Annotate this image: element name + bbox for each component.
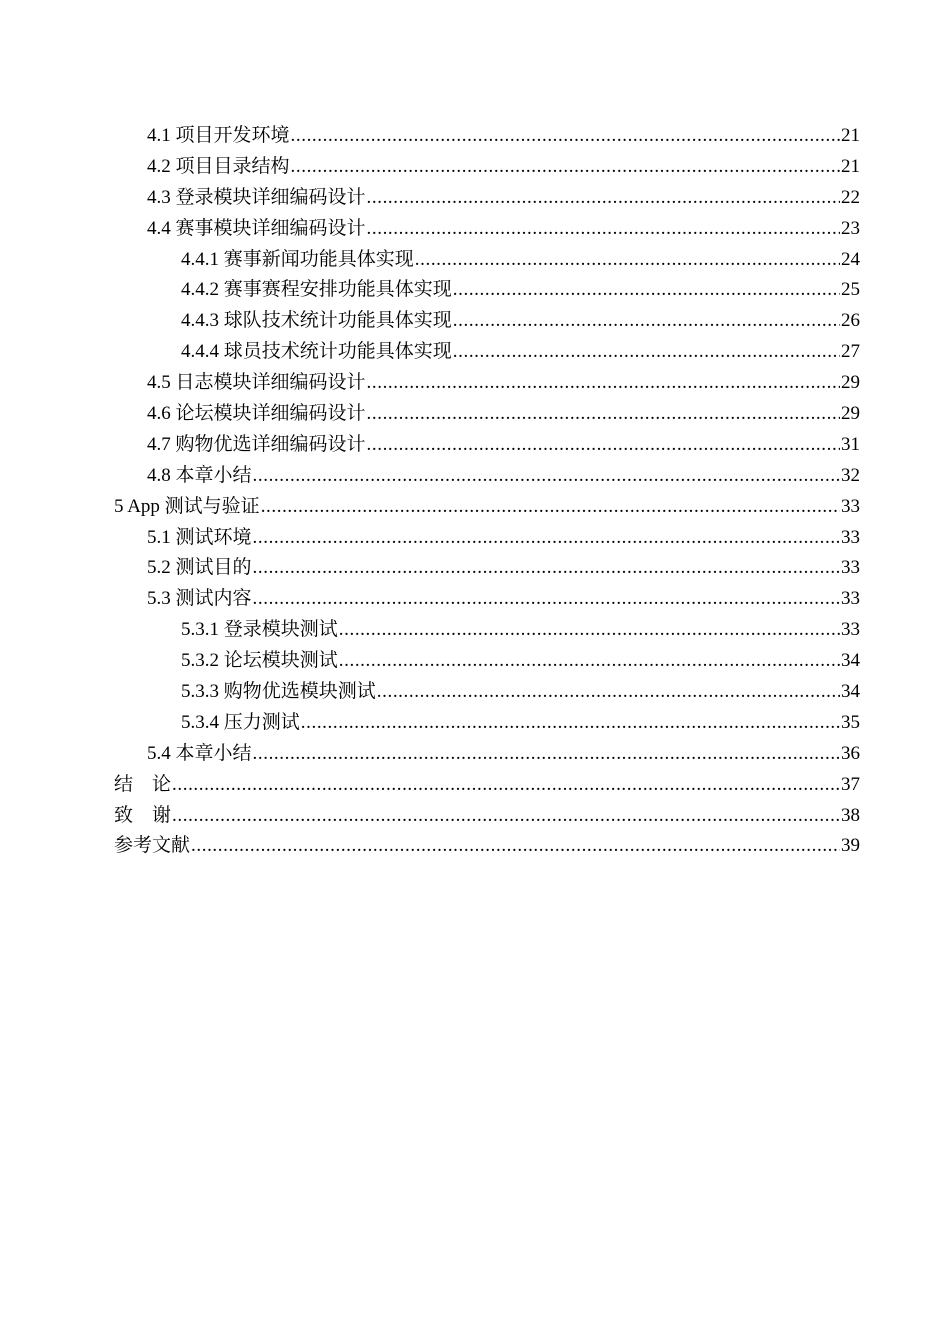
toc-dot-leader [377,677,840,708]
toc-entry[interactable] [114,214,860,245]
toc-entry[interactable] [114,337,860,368]
toc-entry-title: 5 App 测试与验证 [114,495,260,517]
toc-page-number: 34 [841,681,860,703]
toc-entry-title: 4.7 购物优选详细编码设计 [147,433,366,455]
toc-entry[interactable] [114,368,860,399]
toc-page-number: 37 [841,773,860,795]
toc-entry-title: 4.4.4 球员技术统计功能具体实现 [181,341,452,363]
toc-entry[interactable] [114,430,860,461]
toc-page-number: 39 [841,835,860,857]
toc-entry-title: 致 谢 [114,804,172,826]
toc-entry[interactable] [114,831,860,862]
toc-page-number: 33 [841,557,860,579]
toc-page-number: 21 [841,125,860,146]
toc-dot-leader [191,831,840,862]
toc-page-number: 36 [841,742,860,764]
toc-page-number: 29 [841,403,860,425]
toc-dot-leader [253,584,840,615]
toc-entry[interactable] [114,121,860,152]
toc-page-number: 21 [841,155,860,177]
toc-entry-title: 5.1 测试环境 [147,526,252,548]
toc-page-number: 33 [841,526,860,548]
toc-entry-title: 5.2 测试目的 [147,557,252,579]
toc-entry[interactable] [114,739,860,770]
toc-dot-leader [367,183,840,214]
toc-dot-leader [172,801,840,832]
toc-entry-title: 5.3.4 压力测试 [181,711,300,733]
toc-dot-leader [301,708,840,739]
toc-entry[interactable] [114,553,860,584]
toc-dot-leader [453,337,840,368]
toc-entry-title: 5.3.1 登录模块测试 [181,619,338,641]
toc-dot-leader [367,214,840,245]
toc-entry-title: 4.4.1 赛事新闻功能具体实现 [181,248,414,270]
toc-entry-title: 4.8 本章小结 [147,464,252,486]
toc-entry[interactable] [114,646,860,677]
toc-page-number: 38 [841,804,860,826]
toc-entry[interactable] [114,183,860,214]
toc-entry-title: 4.3 登录模块详细编码设计 [147,186,366,208]
toc-page-number: 24 [841,248,860,270]
toc-dot-leader [253,739,840,770]
toc-entry[interactable] [114,770,860,801]
toc-dot-leader [291,121,840,152]
toc-entry-title: 结 论 [114,773,172,795]
toc-dot-leader [367,368,840,399]
toc-entry-title: 5.3.3 购物优选模块测试 [181,681,376,703]
toc-page-number: 22 [841,186,860,208]
toc-page-number: 33 [841,588,860,610]
toc-entry[interactable] [114,152,860,183]
toc-entry-title: 5.3 测试内容 [147,588,252,610]
toc-entry-title: 参考文献 [114,835,191,857]
toc-page-number: 31 [841,433,860,455]
toc-entry-title: 4.4.2 赛事赛程安排功能具体实现 [181,279,452,301]
toc-entry-title: 4.1 项目开发环境 [147,125,290,146]
toc-dot-leader [291,152,840,183]
toc-entry[interactable] [114,275,860,306]
toc-page-number: 26 [841,310,860,332]
toc-entry-title: 4.5 日志模块详细编码设计 [147,372,366,394]
toc-dot-leader [367,430,840,461]
toc-entry[interactable] [114,306,860,337]
toc-page-number: 23 [841,217,860,239]
toc-dot-leader [172,770,840,801]
toc-entry[interactable] [114,615,860,646]
toc-dot-leader [339,615,840,646]
toc-entry[interactable] [114,492,860,523]
toc-page-number: 35 [841,711,860,733]
toc-entry[interactable] [114,584,860,615]
toc-dot-leader [261,492,840,523]
toc-dot-leader [367,399,840,430]
toc-entry[interactable] [114,461,860,492]
toc-page-number: 27 [841,341,860,363]
toc-entry[interactable] [114,523,860,554]
toc-page-number: 33 [841,619,860,641]
toc-entry[interactable] [114,708,860,739]
toc-dot-leader [253,461,840,492]
toc-entry-title: 5.3.2 论坛模块测试 [181,650,338,672]
toc-entry[interactable] [114,677,860,708]
toc-entry[interactable] [114,399,860,430]
toc-page-number: 34 [841,650,860,672]
toc-entry[interactable] [114,801,860,832]
toc-page-number: 33 [841,495,860,517]
toc-entry-title: 4.6 论坛模块详细编码设计 [147,403,366,425]
table-of-contents [114,121,860,862]
toc-dot-leader [415,245,840,276]
toc-entry-title: 4.2 项目目录结构 [147,155,290,177]
toc-dot-leader [253,553,840,584]
toc-dot-leader [453,275,840,306]
toc-page-number: 32 [841,464,860,486]
toc-entry-title: 4.4.3 球队技术统计功能具体实现 [181,310,452,332]
toc-dot-leader [453,306,840,337]
toc-entry-title: 5.4 本章小结 [147,742,252,764]
toc-page-number: 29 [841,372,860,394]
toc-page-number: 25 [841,279,860,301]
toc-dot-leader [253,523,840,554]
toc-dot-leader [339,646,840,677]
toc-entry[interactable] [114,245,860,276]
toc-entry-title: 4.4 赛事模块详细编码设计 [147,217,366,239]
